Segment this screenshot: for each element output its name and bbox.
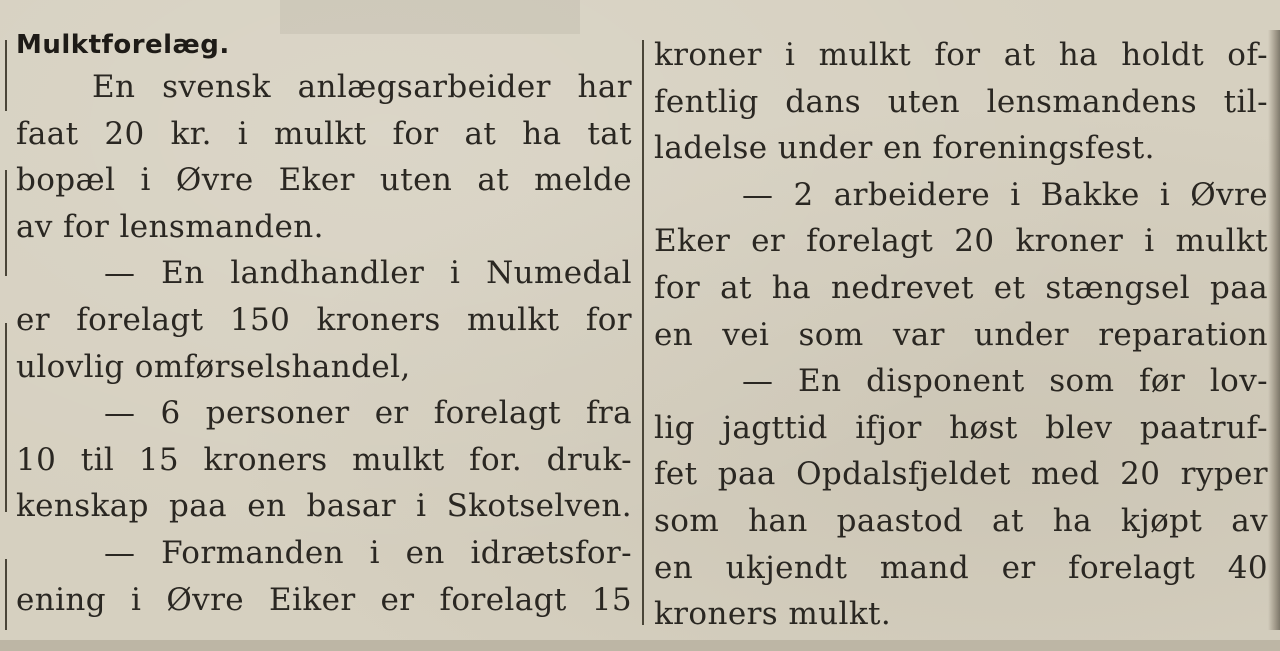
page-bottom-edge bbox=[0, 640, 1280, 651]
text-line: En svensk anlægsarbeider har bbox=[92, 69, 632, 105]
text-line: kroners mulkt. bbox=[654, 596, 892, 633]
text-line: en ukjendt mand er forelagt 40 bbox=[654, 549, 1268, 586]
text-line: — En disponent som før lov- bbox=[742, 363, 1268, 400]
text-line: av for lensmanden. bbox=[16, 208, 324, 245]
text-line: 10 til 15 kroners mulkt for. druk- bbox=[16, 441, 632, 478]
text-line: — Formanden i en idrætsfor- bbox=[104, 534, 632, 571]
text-line: fentlig dans uten lensmandens til- bbox=[654, 83, 1268, 120]
column-divider bbox=[642, 40, 644, 625]
text-line: lig jagttid ifjor høst blev paatruf- bbox=[654, 409, 1268, 446]
text-line: — En landhandler i Numedal bbox=[104, 255, 632, 292]
text-line: fet paa Opdalsfjeldet med 20 ryper bbox=[654, 456, 1268, 493]
article-heading: Mulktforelæg. bbox=[16, 30, 230, 60]
text-line: som han paastod at ha kjøpt av bbox=[654, 502, 1268, 539]
text-line: er forelagt 150 kroners mulkt for bbox=[16, 301, 632, 338]
text-line: kroner i mulkt for at ha holdt of- bbox=[654, 37, 1268, 73]
text-line: — 2 arbeidere i Bakke i Øvre bbox=[742, 176, 1268, 213]
text-line: for at ha nedrevet et stængsel paa bbox=[654, 269, 1268, 306]
text-line: ening i Øvre Eiker er forelagt 15 bbox=[16, 581, 632, 618]
text-line: faat 20 kr. i mulkt for at ha tat bbox=[16, 115, 632, 152]
text-line: bopæl i Øvre Eker uten at melde bbox=[16, 162, 632, 199]
text-line: — 6 personer er forelagt fra bbox=[104, 395, 632, 432]
text-line: ladelse under en foreningsfest. bbox=[654, 130, 1155, 167]
text-line: en vei som var under reparation bbox=[654, 316, 1268, 353]
left-column bbox=[16, 30, 634, 623]
bleed-through-text bbox=[280, 0, 580, 34]
text-line: ulovlig omførselshandel, bbox=[16, 348, 411, 385]
left-column-rule bbox=[5, 40, 7, 630]
text-line: Eker er forelagt 20 kroner i mulkt bbox=[654, 223, 1268, 260]
text-line: kenskap paa en basar i Skotselven. bbox=[16, 488, 632, 525]
right-column bbox=[654, 32, 1270, 638]
